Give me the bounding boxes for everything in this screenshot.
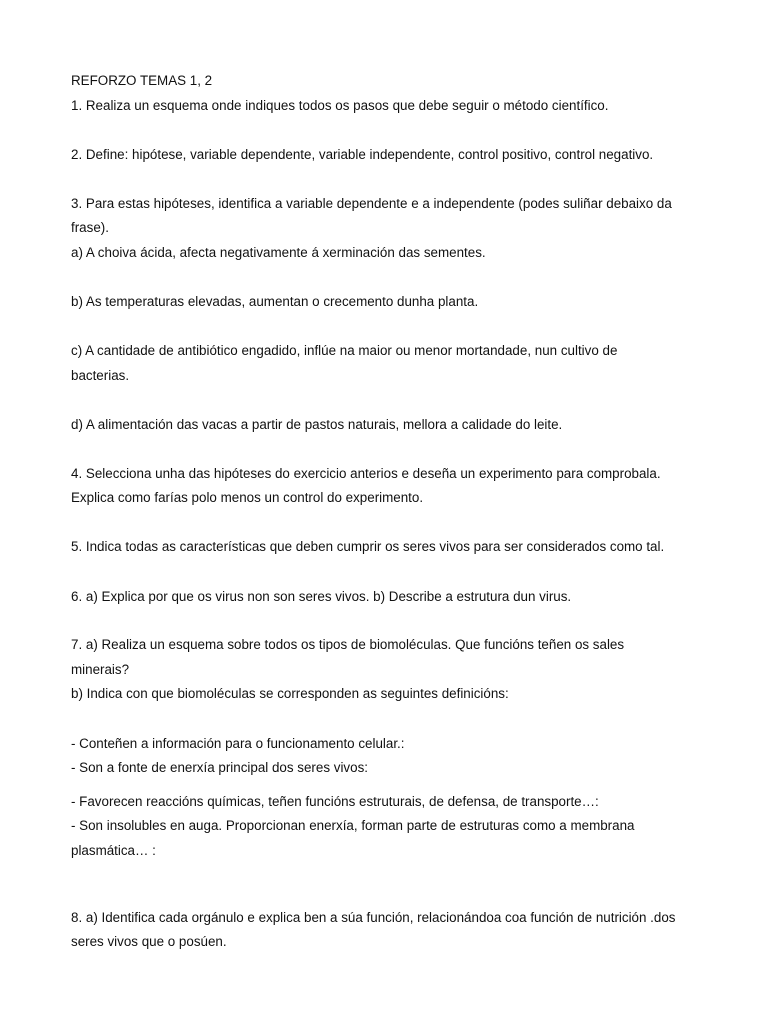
question-2: 2. Define: hipótese, variable dependente, variable independente, control positivo, control negativo. — [71, 147, 654, 162]
hypothesis-b: b) As temperaturas elevadas, aumentan o crecemento dunha planta. — [71, 294, 479, 309]
document-title: REFORZO TEMAS 1, 2 — [71, 73, 213, 88]
definition-1: - Conteñen a información para o funcionamento celular.: — [71, 736, 405, 751]
definition-4: - Son insolubles en auga. Proporcionan enerxía, forman parte de estruturas como a membrana — [71, 818, 635, 833]
question-4: 4. Selecciona unha das hipóteses do exercicio anterios e deseña un experimento para comprobala. — [71, 466, 661, 481]
question-4-cont: Explica como farías polo menos un control do experimento. — [71, 490, 424, 505]
hypothesis-c-cont: bacterias. — [71, 368, 130, 383]
hypothesis-a: a) A choiva ácida, afecta negativamente á xerminación das sementes. — [71, 245, 486, 260]
definition-4-cont: plasmática… : — [71, 843, 156, 858]
hypothesis-d: d) A alimentación das vacas a partir de pastos naturais, mellora a calidade do leite. — [71, 417, 563, 432]
question-1: 1. Realiza un esquema onde indiques todos os pasos que debe seguir o método científico. — [71, 98, 609, 113]
definition-3: - Favorecen reaccións químicas, teñen funcións estruturais, de defensa, de transporte…: — [71, 794, 599, 809]
question-6: 6. a) Explica por que os virus non son seres vivos. b) Describe a estrutura dun virus. — [71, 589, 572, 604]
question-7: 7. a) Realiza un esquema sobre todos os tipos de biomoléculas. Que funcións teñen os sales — [71, 637, 625, 652]
question-3-cont: frase). — [71, 220, 109, 235]
question-3: 3. Para estas hipóteses, identifica a variable dependente e a independente (podes suliñar debaixo da — [71, 196, 672, 211]
question-7-cont: minerais? — [71, 662, 130, 677]
hypothesis-c: c) A cantidade de antibiótico engadido, inflúe na maior ou menor mortandade, nun cultivo de — [71, 343, 618, 358]
question-5: 5. Indica todas as características que deben cumprir os seres vivos para ser considerados como tal. — [71, 539, 665, 554]
question-7b: b) Indica con que biomoléculas se corresponden as seguintes definicións: — [71, 686, 509, 701]
question-8: 8. a) Identifica cada orgánulo e explica ben a súa función, relacionándoa coa función de nutrición .dos — [71, 910, 676, 925]
question-8-cont: seres vivos que o posúen. — [71, 934, 227, 949]
definition-2: - Son a fonte de enerxía principal dos seres vivos: — [71, 760, 368, 775]
